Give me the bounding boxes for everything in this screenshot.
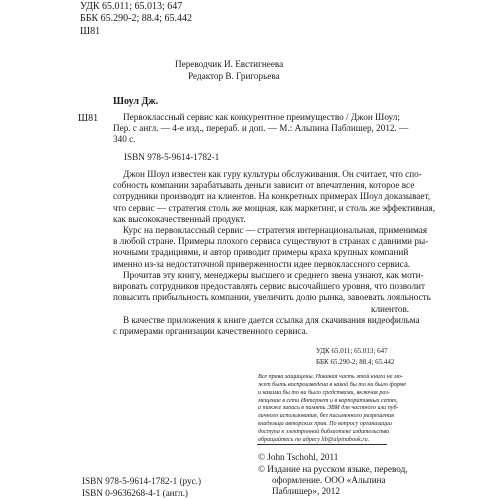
bottom-udk: УДК 65.011; 65.013; 647 <box>316 347 388 355</box>
copyright-line: © Издание на русском языке, перевод, <box>258 464 408 474</box>
copyright-author: © John Tschohl, 2011 <box>258 452 339 462</box>
rights-line: доступа к электронной библиотеке издательства <box>258 428 390 435</box>
abstract-line: именно из-за недостаточной приверженности идее первоклассного сервиса. <box>113 258 411 269</box>
rights-line: Все права защищены. Никакая часть этой книги не мо- <box>258 374 403 380</box>
abstract-line: ночными традициями, и автор приводит примеры краха крупных компаний <box>113 247 409 258</box>
rights-line: мещение в сети Интернет и в корпоративных сетях, <box>258 397 398 404</box>
rights-line: личного использования, без письменного разрешения <box>258 413 394 420</box>
divider-line <box>257 444 387 445</box>
copyright-edition <box>258 464 408 498</box>
copyright-line: Паблишер», 2012 <box>272 486 340 497</box>
rights-line: жет быть воспроизведена в какой бы то ни было форме <box>258 381 407 388</box>
abstract-line: Прочитав эту книгу, менеджеры высшего и среднего звена узнают, как моти- <box>123 270 424 280</box>
translator-credit: Переводчик И. Евстигнеева <box>175 59 284 69</box>
description-line: Пер. с англ. — 4-е изд., перераб. и доп. — М.: Альпина Паблишер, 2012. — <box>113 123 409 134</box>
bottom-bbk: ББК 65.290-2; 88.4; 65.442 <box>316 358 395 366</box>
description-line: Первоклассный сервис как конкурентное преимущество / Джон Шоул; <box>123 112 400 122</box>
abstract-paragraph-1 <box>113 169 436 225</box>
description-line: 340 с. <box>113 134 136 145</box>
author-name: Шоул Дж. <box>113 96 159 107</box>
rights-line: обращайтесь по адресу lib@alpinabook.ru. <box>258 436 370 443</box>
rights-notice <box>258 374 446 445</box>
rights-line: и какими бы то ни было средствами, включая раз- <box>258 389 390 396</box>
editor-credit: Редактор В. Григорьева <box>188 71 280 81</box>
abstract-line: что сервис — стратегия столь же мощная, как маркетинг, и столь же эффективная, <box>113 202 436 213</box>
abstract-line: повысить прибыльность компании, увеличить долю рынка, завоевать лояльность <box>113 292 431 303</box>
catalog-code: Ш81 <box>78 113 99 124</box>
top-code: Ш81 <box>80 26 101 37</box>
abstract-line: сотрудники производят на клиентов. На конкретных примерах Шоул доказывает, <box>113 191 431 202</box>
abstract-paragraph-3 <box>113 270 431 315</box>
abstract-line: как высококачественный продукт. <box>113 213 246 224</box>
top-bbk: ББК 65.290-2; 88.4; 65.442 <box>80 13 193 24</box>
abstract-line: с примерами организации качественного сервиса. <box>113 326 308 337</box>
rights-line: а также запись в память ЭВМ для частного или пуб- <box>258 405 399 412</box>
abstract-line: собность компании зарабатывать деньги зависит от впечатления, которое все <box>113 180 415 191</box>
abstract-paragraph-4 <box>113 315 420 337</box>
copyright-line: оформление. ООО «Альпина <box>272 475 386 486</box>
abstract-line: клиентов. <box>371 303 410 314</box>
catalog-isbn: ISBN 978-5-9614-1782-1 <box>124 152 220 162</box>
abstract-line: вировать сотрудников предоставлять сервис высочайшего уровня, что позволит <box>113 281 425 292</box>
abstract-line: Курс на первоклассный сервис — стратегия интернациональная, применимая <box>123 225 428 235</box>
abstract-line: В качестве приложения к книге дается ссылка для скачивания видеофильма <box>123 315 420 325</box>
abstract-line: Джон Шоул известен как гуру культуры обслуживания. Он считает, что спо- <box>123 169 422 179</box>
rights-line: владельца авторских прав. По вопросу организации <box>258 421 392 428</box>
abstract-line: в любой стране. Примеры плохого сервиса существуют в странах с давними ры- <box>113 236 429 247</box>
top-udk: УДК 65.011; 65.013; 647 <box>80 1 183 12</box>
abstract-paragraph-2 <box>113 225 429 270</box>
catalog-description <box>113 112 409 146</box>
isbn-english: ISBN 0-9636268-4-1 (англ.) <box>82 488 188 498</box>
isbn-russian: ISBN 978-5-9614-1782-1 (рус.) <box>82 476 202 486</box>
